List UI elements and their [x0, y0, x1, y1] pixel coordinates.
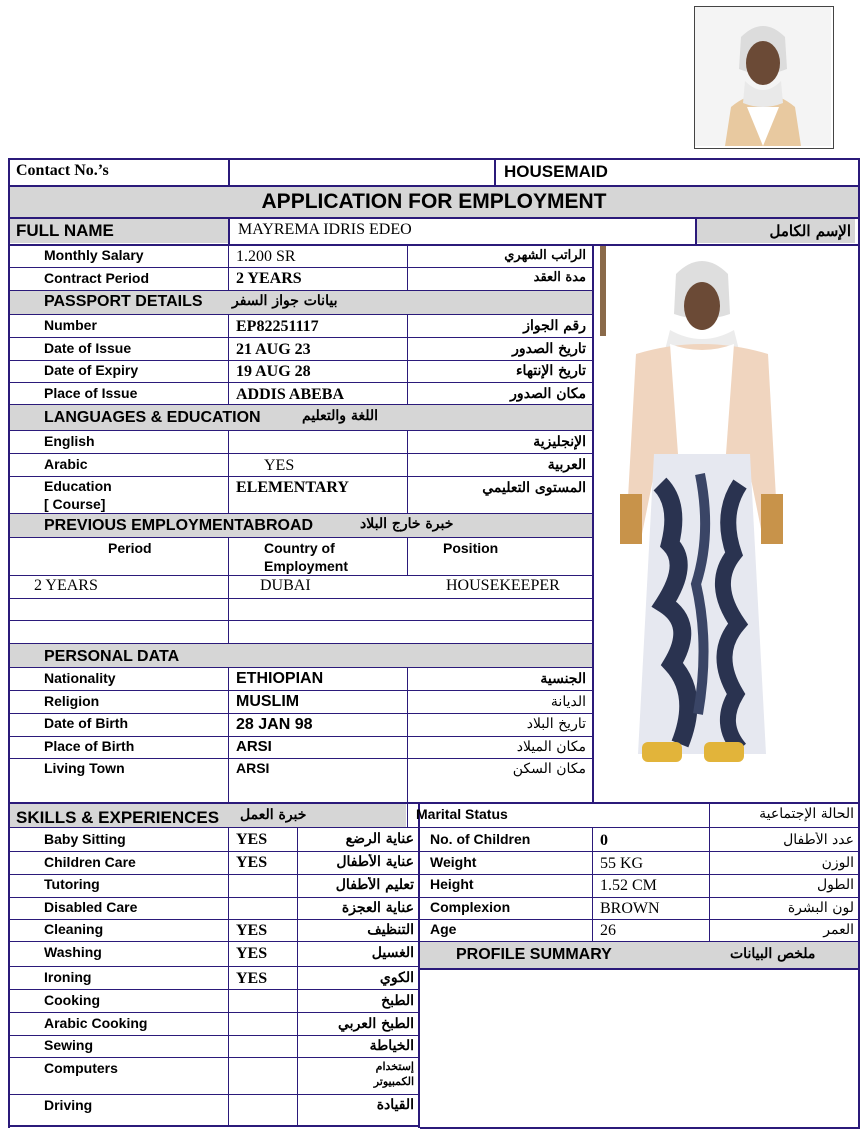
languages-section-header	[10, 405, 592, 430]
english-label: English	[44, 433, 95, 449]
arabic-value: YES	[264, 457, 295, 474]
age-label-ar: العمر	[823, 922, 854, 938]
skill-cooking-label: Cooking	[44, 992, 100, 1008]
col-country-1: Country of	[264, 540, 335, 556]
previous-title: PREVIOUS EMPLOYMENTABROAD	[44, 517, 314, 534]
nationality-label-ar: الجنسية	[540, 671, 586, 687]
skill-tutoring-value	[236, 876, 294, 896]
marital-status-label: Marital Status	[416, 806, 508, 822]
full-body-photo	[600, 244, 803, 782]
arabic-label: Arabic	[44, 456, 88, 472]
skill-arabic-cooking-label-ar: الطبخ العربي	[338, 1016, 414, 1032]
skill-children-care-label: Children Care	[44, 854, 136, 870]
nationality-label: Nationality	[44, 670, 116, 686]
skill-cooking-label-ar: الطبخ	[381, 993, 414, 1009]
prev-period-value: 2 YEARS	[34, 577, 98, 594]
position-title: HOUSEMAID	[504, 162, 608, 181]
profile-summary-header	[420, 942, 858, 968]
age-value: 26	[600, 922, 616, 939]
height-label: Height	[430, 876, 474, 892]
skill-ironing-label: Ironing	[44, 969, 92, 985]
religion-label-ar: الديانة	[550, 694, 586, 710]
col-country-2: Employment	[264, 558, 349, 574]
education-label: Education	[44, 478, 112, 494]
previous-title-ar: خبرة خارج البلاد	[360, 516, 454, 532]
living-town-value: ARSI	[236, 760, 270, 776]
living-town-label-ar: مكان السكن	[512, 761, 586, 777]
skill-sewing-label-ar: الخياطة	[369, 1038, 414, 1054]
expiry-date-label: Date of Expiry	[44, 362, 139, 378]
contract-period-label-ar: مدة العقد	[533, 270, 586, 285]
children-count-label-ar: عدد الأطفال	[783, 832, 854, 848]
contact-label: Contact No.’s	[16, 162, 109, 179]
monthly-salary-label-ar: الراتب الشهري	[504, 248, 586, 263]
full-name-label-ar: الإسم الكامل	[697, 219, 855, 243]
passport-section-header	[10, 291, 592, 314]
skill-driving-label-ar: القيادة	[376, 1097, 414, 1113]
skill-ironing-value: YES	[236, 970, 268, 987]
skill-computers-label: Computers	[44, 1060, 118, 1076]
skills-title-ar: خبرة العمل	[240, 807, 307, 823]
place-of-issue-label-ar: مكان الصدور	[510, 386, 586, 402]
issue-date-label-ar: تاريخ الصدور	[512, 341, 586, 357]
skill-sewing-label: Sewing	[44, 1037, 94, 1053]
skill-cooking-value	[236, 992, 294, 1012]
education-label-ar: المستوى التعليمي	[482, 480, 586, 496]
expiry-date-value: 19 AUG 28	[236, 363, 311, 380]
skill-computers-value	[236, 1060, 294, 1080]
contract-period-value: 2 YEARS	[236, 270, 302, 287]
skills-section-header	[10, 804, 406, 827]
dob-label-ar: تاريخ البلاد	[526, 716, 586, 732]
passport-number-label: Number	[44, 317, 97, 333]
previous-section-header	[10, 514, 592, 537]
portrait-photo	[694, 6, 834, 149]
personal-title: PERSONAL DATA	[44, 648, 180, 665]
skill-baby-sitting-value: YES	[236, 831, 268, 848]
personal-section-header	[10, 644, 592, 667]
passport-number-value: EP82251117	[236, 318, 319, 335]
languages-title: LANGUAGES & EDUCATION	[44, 409, 261, 426]
skill-driving-label: Driving	[44, 1097, 93, 1113]
place-of-birth-value: ARSI	[236, 738, 272, 755]
languages-title-ar: اللغة والتعليم	[302, 408, 378, 424]
contract-period-label: Contract Period	[44, 270, 150, 286]
complexion-label-ar: لون البشرة	[787, 900, 854, 916]
religion-value: MUSLIM	[236, 693, 300, 710]
skill-sewing-value	[236, 1037, 294, 1057]
complexion-label: Complexion	[430, 899, 511, 915]
weight-label: Weight	[430, 854, 477, 870]
nationality-value: ETHIOPIAN	[236, 670, 324, 687]
education-course-label: [ Course]	[44, 496, 106, 512]
skill-computers-label-ar: إستخدام الكمبيوتر	[373, 1060, 414, 1088]
place-of-issue-label: Place of Issue	[44, 385, 138, 401]
skill-cleaning-label-ar: التنظيف	[367, 922, 414, 938]
profile-summary-title: PROFILE SUMMARY	[456, 946, 612, 963]
skill-tutoring-label: Tutoring	[44, 876, 100, 892]
form-title-text: APPLICATION FOR EMPLOYMENT	[261, 190, 607, 213]
skill-driving-value	[236, 1097, 294, 1117]
full-name-label: FULL NAME	[10, 219, 228, 243]
age-label: Age	[430, 921, 457, 937]
education-value: ELEMENTARY	[236, 479, 349, 496]
skill-ironing-label-ar: الكوي	[379, 970, 414, 986]
skill-cleaning-value: YES	[236, 922, 268, 939]
weight-label-ar: الوزن	[821, 855, 854, 871]
skill-washing-label: Washing	[44, 944, 102, 960]
skill-children-care-label-ar: عناية الأطفال	[336, 854, 414, 870]
passport-number-label-ar: رقم الجواز	[523, 318, 586, 334]
skill-washing-label-ar: الغسيل	[371, 945, 414, 961]
prev-country-value: DUBAI	[260, 577, 311, 594]
monthly-salary-label: Monthly Salary	[44, 247, 144, 263]
skill-disabled-care-label-ar: عناية العجزة	[341, 900, 414, 916]
place-of-birth-label-ar: مكان الميلاد	[516, 739, 586, 755]
children-count-label: No. of Children	[430, 831, 531, 847]
skill-disabled-care-value	[236, 899, 294, 919]
col-position: Position	[443, 540, 499, 556]
place-of-birth-label: Place of Birth	[44, 738, 135, 754]
col-period: Period	[108, 540, 152, 556]
english-label-ar: الإنجليزية	[533, 434, 586, 450]
expiry-date-label-ar: تاريخ الإنتهاء	[515, 363, 586, 379]
issue-date-label: Date of Issue	[44, 340, 132, 356]
profile-summary-title-ar: ملخص البيانات	[730, 946, 816, 962]
living-town-label: Living Town	[44, 760, 125, 776]
height-label-ar: الطول	[816, 877, 854, 893]
english-value	[236, 434, 404, 454]
passport-title: PASSPORT DETAILS	[44, 293, 203, 310]
prev-position-value: HOUSEKEEPER	[446, 577, 560, 594]
skills-title: SKILLS & EXPERIENCES	[16, 808, 220, 827]
marital-status-label-ar: الحالة الإجتماعية	[759, 806, 854, 822]
skill-arabic-cooking-value	[236, 1015, 294, 1035]
religion-label: Religion	[44, 693, 100, 709]
monthly-salary-value: 1.200 SR	[236, 248, 296, 265]
contact-value	[230, 162, 492, 184]
dob-value: 28 JAN 98	[236, 716, 313, 733]
full-name-value: MAYREMA IDRIS EDEO	[238, 221, 412, 238]
skill-baby-sitting-label: Baby Sitting	[44, 831, 126, 847]
skill-tutoring-label-ar: تعليم الأطفال	[335, 877, 414, 893]
arabic-label-ar: العربية	[547, 457, 586, 473]
complexion-value: BROWN	[600, 900, 660, 917]
weight-value: 55 KG	[600, 855, 644, 872]
skill-cleaning-label: Cleaning	[44, 921, 104, 937]
skill-washing-value: YES	[236, 945, 268, 962]
dob-label: Date of Birth	[44, 715, 128, 731]
skill-disabled-care-label: Disabled Care	[44, 899, 138, 915]
form-title	[10, 187, 858, 217]
children-count-value: 0	[600, 832, 608, 849]
issue-date-value: 21 AUG 23	[236, 341, 311, 358]
height-value: 1.52 CM	[600, 877, 657, 894]
skill-children-care-value: YES	[236, 854, 268, 871]
passport-title-ar: بيانات جواز السفر	[232, 293, 338, 309]
marital-status-value	[600, 806, 706, 826]
skill-arabic-cooking-label: Arabic Cooking	[44, 1015, 148, 1031]
skill-baby-sitting-label-ar: عناية الرضع	[345, 831, 414, 847]
place-of-issue-value: ADDIS ABEBA	[236, 386, 345, 403]
